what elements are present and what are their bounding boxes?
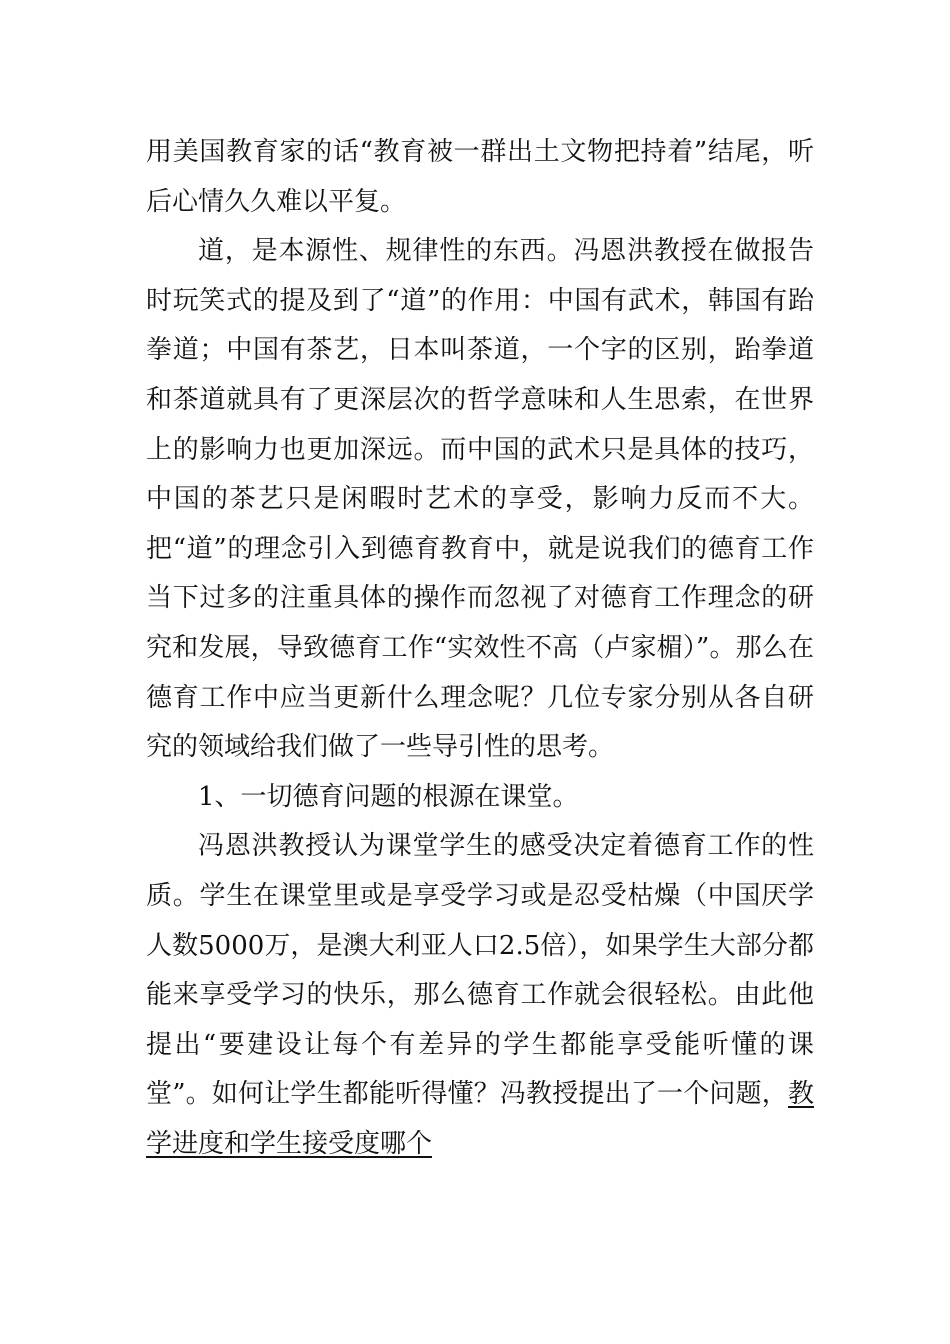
paragraph-3: 1、一切德育问题的根源在课堂。 bbox=[198, 781, 579, 812]
underlined-text: 教学进度和学生接受度哪个 bbox=[146, 1079, 814, 1159]
paragraph-4 bbox=[146, 822, 814, 1169]
paragraph-4-text: 冯恩洪教授认为课堂学生的感受决定着德育工作的性质。学生在课堂里或是享受学习或是忍受枯燥（中国厌学人数5000万，是澳大利亚人口2.5倍），如果学生大部分都能来享受学习的快乐，那么德育工作就会很轻松。由此他提出“要建设让每个有差异的学生都能享受能听懂的课堂”。如何让学生都能听得懂？冯教授提出了一个问题， bbox=[146, 831, 814, 1110]
body-text bbox=[146, 128, 814, 1169]
paragraph-1: 用美国教育家的话“教育被一群出土文物把持着”结尾，听后心情久久难以平复。 bbox=[146, 137, 814, 217]
paragraph-2: 道，是本源性、规律性的东西。冯恩洪教授在做报告时玩笑式的提及到了“道”的作用：中国有武术，韩国有跆拳道；中国有茶艺，日本叫茶道，一个字的区别，跆拳道和茶道就具有了更深层次的哲学意味和人生思索，在世界上的影响力也更加深远。而中国的武术只是具体的技巧，中国的茶艺只是闲暇时艺术的享受，影响力反而不大。把“道”的理念引入到德育教育中，就是说我们的德育工作当下过多的注重具体的操作而忽视了对德育工作理念的研究和发展，导致德育工作“实效性不高（卢家楣）”。那么在德育工作中应当更新什么理念呢？几位专家分别从各自研究的领域给我们做了一些导引性的思考。 bbox=[146, 236, 814, 763]
